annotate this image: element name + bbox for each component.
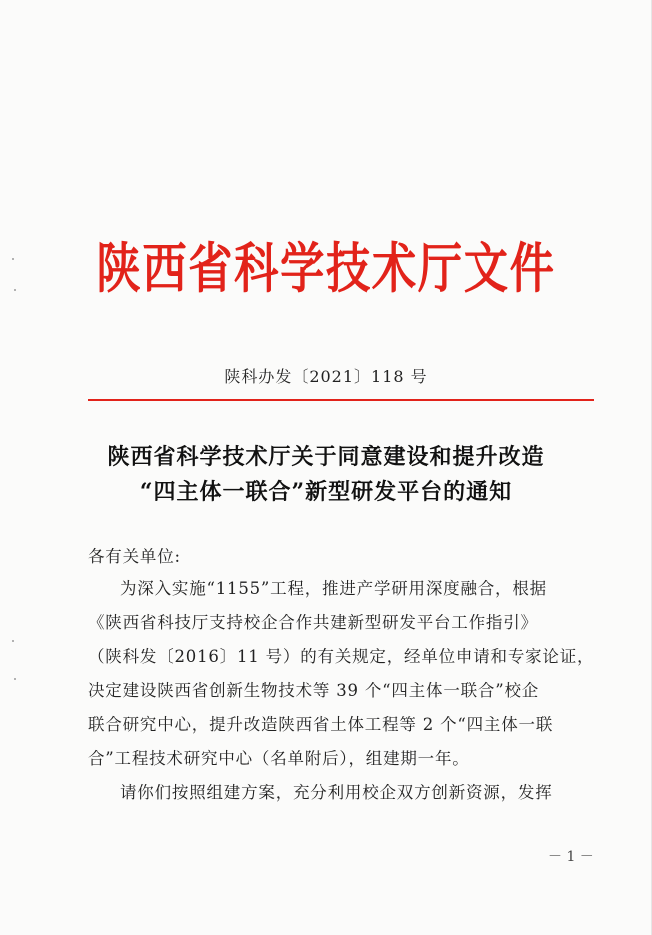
scan-speck: [12, 258, 14, 260]
paragraph-1-line: 决定建设陕西省创新生物技术等 39 个“四主体一联合”校企: [88, 681, 540, 700]
salutation: 各有关单位:: [88, 547, 181, 566]
paragraph-1-line: （陕科发〔2016〕11 号）的有关规定，经单位申请和专家论证，: [88, 647, 595, 666]
red-divider-line: [88, 399, 594, 401]
page-number: － 1 －: [548, 849, 594, 865]
paragraph-1-line: 为深入实施“1155”工程，推进产学研用深度融合，根据: [120, 579, 547, 598]
scan-speck: [12, 640, 14, 642]
document-number: 陕科办发〔2021〕118 号: [224, 367, 428, 386]
paragraph-1-line: 《陕西省科技厅支持校企合作共建新型研发平台工作指引》: [88, 613, 538, 632]
notice-title-line-2: “四主体一联合”新型研发平台的通知: [139, 479, 513, 505]
scan-speck: [14, 289, 16, 291]
paragraph-1-line: 合”工程技术研究中心（名单附后），组建期一年。: [88, 749, 470, 768]
notice-title-line-1: 陕西省科学技术厅关于同意建设和提升改造: [107, 444, 545, 470]
issuing-authority-title: 陕西省科学技术厅文件: [96, 236, 556, 300]
paragraph-1-line: 联合研究中心，提升改造陕西省土体工程等 2 个“四主体一联: [88, 715, 554, 734]
paragraph-2-line: 请你们按照组建方案，充分利用校企双方创新资源，发挥: [120, 783, 553, 802]
scan-speck: [14, 678, 16, 680]
